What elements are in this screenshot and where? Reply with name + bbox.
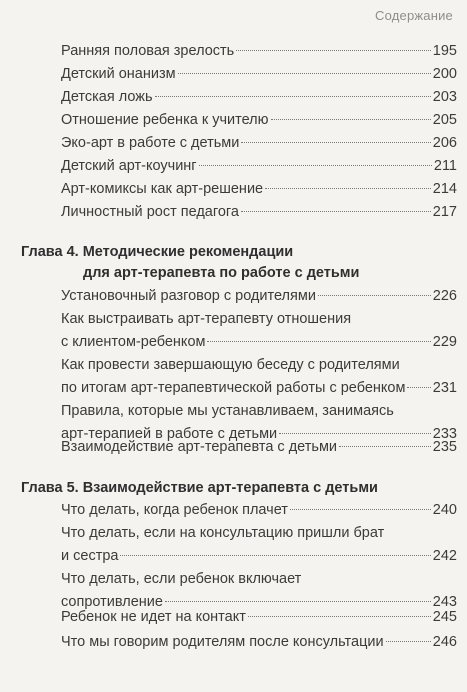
toc-entry <box>61 436 457 459</box>
chapter-heading <box>21 242 359 284</box>
toc-entry <box>61 63 457 86</box>
leader-dots <box>207 341 430 342</box>
entry-page: 243 <box>432 594 457 610</box>
entry-title: Личностный рост педагога <box>61 204 239 220</box>
entry-title-line: Что делать, если ребенок включает <box>61 571 302 587</box>
toc-entry <box>61 308 457 354</box>
entry-title: с клиентом-ребенком <box>61 334 206 350</box>
entry-page: 245 <box>432 609 457 625</box>
entry-page: 200 <box>432 66 457 82</box>
entry-page: 203 <box>432 89 457 105</box>
leader-dots <box>407 387 430 388</box>
entry-title: по итогам арт-терапевтической работы с ребенком <box>61 380 406 396</box>
entry-page: 242 <box>432 548 457 564</box>
entry-title-line: Что делать, если на консультацию пришли брат <box>61 525 385 541</box>
entry-title: Арт-комиксы как арт-решение <box>61 181 264 197</box>
entry-title: Взаимодействие арт-терапевта с детьми <box>61 439 338 455</box>
leader-dots <box>279 433 431 434</box>
entry-page: 240 <box>432 502 457 518</box>
entry-page: 211 <box>433 158 457 174</box>
entry-title: Ребенок не идет на контакт <box>61 609 246 625</box>
leader-dots <box>265 188 431 189</box>
toc-entry <box>61 178 457 201</box>
entry-title-line: Правила, которые мы устанавливаем, занимаясь <box>61 403 394 419</box>
leader-dots <box>241 142 430 143</box>
entry-page: 235 <box>432 439 457 455</box>
leader-dots <box>236 50 431 51</box>
leader-dots <box>178 73 431 74</box>
entry-page: 195 <box>432 43 457 59</box>
leader-dots <box>290 509 431 510</box>
entry-title: Что мы говорим родителям после консультации <box>61 634 384 650</box>
entry-title: арт-терапией в работе с детьми <box>61 426 278 442</box>
leader-dots <box>386 641 431 642</box>
chapter-heading-line: Глава 5. Взаимодействие арт-терапевта с детьми <box>21 480 378 496</box>
entry-title: сопротивление <box>61 594 163 610</box>
entry-page: 226 <box>432 288 457 304</box>
entry-page: 217 <box>432 204 457 220</box>
leader-dots <box>318 295 431 296</box>
toc-entry <box>61 631 457 654</box>
entry-title: Ранняя половая зрелость <box>61 43 235 59</box>
toc-entry <box>61 132 457 155</box>
toc-entry <box>61 86 457 109</box>
entry-title: Что делать, когда ребенок плачет <box>61 502 288 518</box>
toc-entry <box>61 201 457 224</box>
entry-title: и сестра <box>61 548 119 564</box>
leader-dots <box>199 165 432 166</box>
entry-page: 246 <box>432 634 457 650</box>
toc-entry <box>61 354 457 400</box>
leader-dots <box>339 446 431 447</box>
chapter-heading <box>21 478 378 499</box>
entry-title: Установочный разговор с родителями <box>61 288 316 304</box>
toc-entry <box>61 155 457 178</box>
entry-page: 205 <box>432 112 457 128</box>
entry-title: Детский онанизм <box>61 66 176 82</box>
leader-dots <box>271 119 431 120</box>
leader-dots <box>241 211 431 212</box>
entry-title-line: Как провести завершающую беседу с родителями <box>61 357 400 373</box>
leader-dots <box>155 96 431 97</box>
running-header: Содержание <box>375 8 453 23</box>
entry-page: 229 <box>432 334 457 350</box>
leader-dots <box>248 616 431 617</box>
leader-dots <box>120 555 430 556</box>
chapter-heading-line: для арт-терапевта по работе с детьми <box>83 265 360 281</box>
toc-entry <box>61 522 457 568</box>
entry-title: Детский арт-коучинг <box>61 158 197 174</box>
toc-entry <box>61 285 457 308</box>
entry-page: 206 <box>432 135 457 151</box>
entry-page: 233 <box>432 426 457 442</box>
chapter-heading-line: Глава 4. Методические рекомендации <box>21 244 294 260</box>
toc-entry <box>61 606 457 629</box>
entry-page: 214 <box>432 181 457 197</box>
entry-page: 231 <box>432 380 457 396</box>
toc-entry <box>61 109 457 132</box>
entry-title: Детская ложь <box>61 89 153 105</box>
toc-entry <box>61 499 457 522</box>
entry-title-line: Как выстраивать арт-терапевту отношения <box>61 311 352 327</box>
toc-entry <box>61 40 457 63</box>
entry-title: Эко-арт в работе с детьми <box>61 135 240 151</box>
entry-title: Отношение ребенка к учителю <box>61 112 269 128</box>
leader-dots <box>165 601 431 602</box>
